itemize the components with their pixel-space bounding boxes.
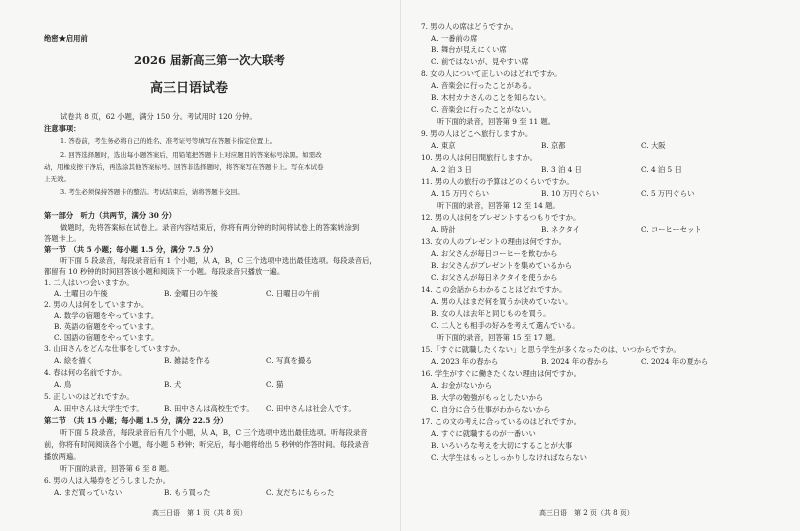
q4-option-a: A. 鳥 bbox=[54, 380, 72, 389]
note-1: 1. 答卷前，考生务必将自己的姓名、准考证号等填写在答题卡指定位置上。 bbox=[60, 137, 277, 145]
exam-info: 试卷共 8 页，62 小题，满分 150 分。考试用时 120 分钟。 bbox=[60, 112, 257, 121]
q15-option-a: A. 2023 年の春から bbox=[431, 357, 499, 366]
q8-option-a: A. 音楽会に行ったことがある。 bbox=[431, 81, 536, 90]
q15-option-c: C. 2024 年の夏から bbox=[641, 357, 709, 366]
page-footer: 高三日语 第 2 页（共 8 页） bbox=[539, 509, 634, 517]
q10-option-c: C. 4 泊 5 日 bbox=[641, 165, 682, 174]
subject-title: 高三日语试卷 bbox=[150, 81, 229, 96]
listening-instruction-9-11: 听下面的录音，回答第 9 至 11 题。 bbox=[437, 117, 556, 126]
question-3: 3. 山田さんをどんな仕事をしていますか。 bbox=[44, 344, 185, 353]
listening-instruction-12-14: 听下面的录音，回答第 12 至 14 题。 bbox=[437, 201, 560, 210]
q12-option-a: A. 時計 bbox=[431, 225, 456, 234]
exam-page-2 bbox=[400, 0, 800, 531]
question-16: 16. 学生がすぐに働きたくない理由は何ですか。 bbox=[421, 369, 581, 378]
q11-option-c: C. 5 万円ぐらい bbox=[641, 189, 695, 198]
q14-option-c: C. 二人とも相手の好みを考えて選んでいる。 bbox=[431, 321, 580, 330]
q16-option-a: A. お金がないから bbox=[431, 381, 492, 390]
listening-instruction-6-8: 听下面的录音，回答第 6 至 8 题。 bbox=[60, 464, 174, 473]
q13-option-a: A. お父さんが毎日コーヒーを飲むから bbox=[431, 249, 558, 258]
q14-option-b: B. 女の人は去年と同じものを買う。 bbox=[431, 309, 551, 318]
q11-option-a: A. 15 万円ぐらい bbox=[431, 189, 489, 198]
q12-option-c: C. コーヒーセット bbox=[641, 225, 702, 234]
notes-heading: 注意事项： bbox=[44, 124, 81, 133]
question-17: 17. この文の考えに合っているのはどれですか。 bbox=[421, 417, 581, 426]
section-1-desc-line1: 听下面 5 段录音，每段录音后有 1 个小题，从 A，B，C 三个选项中选出最佳选项。每段录音后， bbox=[60, 256, 377, 265]
q11-option-b: B. 10 万円ぐらい bbox=[541, 189, 600, 198]
question-10: 10. 男の人は何日間旅行しますか。 bbox=[421, 153, 538, 162]
section-2-desc-line1: 听下面 5 段录音，每段录音后有几个小题，从 A，B，C 三个选项中选出最佳选项。听每段录音 bbox=[60, 428, 368, 437]
question-1: 1. 二人はいつ会いますか。 bbox=[44, 278, 134, 287]
q1-option-a: A. 土曜日の午後 bbox=[54, 289, 108, 298]
q14-option-a: A. 男の人はまだ何を買うか決めていない。 bbox=[431, 297, 573, 306]
q17-option-c: C. 大学生はもっとしっかりしなければならない bbox=[431, 453, 587, 462]
q9-option-c: C. 大阪 bbox=[641, 141, 666, 150]
section-1-desc-line2: 都留有 10 秒钟的时间回答该小题和阅读下一小题。每段录音只播放一遍。 bbox=[44, 267, 285, 276]
q3-option-a: A. 絵を描く bbox=[54, 356, 94, 365]
question-11: 11. 男の人の旅行の予算はどのくらいですか。 bbox=[421, 177, 574, 186]
part-1-desc-line2: 答题卡上。 bbox=[44, 234, 81, 243]
q5-option-b: B. 田中さんは高校生です。 bbox=[164, 404, 254, 413]
q3-option-c: C. 写真を撮る bbox=[266, 356, 313, 365]
q5-option-a: A. 田中さんは大学生です。 bbox=[54, 404, 144, 413]
note-2-line3: 上无效。 bbox=[44, 175, 70, 183]
question-12: 12. 男の人は何をプレゼントするつもりですか。 bbox=[421, 213, 581, 222]
section-2-heading: 第二节 （共 15 小题；每小题 1.5 分，满分 22.5 分） bbox=[44, 416, 228, 425]
q13-option-b: B. お父さんがプレゼントを集めているから bbox=[431, 261, 573, 270]
question-9: 9. 男の人はどこへ旅行しますか。 bbox=[421, 129, 533, 138]
q3-option-b: B. 雑誌を作る bbox=[164, 356, 211, 365]
part-1-heading: 第一部分 听力（共两节，满分 30 分） bbox=[44, 211, 176, 220]
question-14: 14. この会話からわかることはどれですか。 bbox=[421, 285, 567, 294]
section-2-desc-line3: 播放两遍。 bbox=[44, 452, 81, 461]
page-footer: 高三日语 第 1 页（共 8 页） bbox=[152, 509, 247, 517]
q1-option-c: C. 日曜日の午前 bbox=[266, 289, 320, 298]
question-13: 13. 女の人のプレゼントの理由は何ですか。 bbox=[421, 237, 566, 246]
q6-option-c: C. 友だちにもらった bbox=[266, 488, 335, 497]
q16-option-c: C. 自分に合う仕事がわからないから bbox=[431, 405, 551, 414]
question-2: 2. 男の人は何をしていますか。 bbox=[44, 300, 149, 309]
q8-option-b: B. 木村カナさんのことを知らない。 bbox=[431, 93, 551, 102]
q6-option-b: B. もう買った bbox=[164, 488, 211, 497]
note-3: 3. 考生必须保持答题卡的整洁。考试结束后，请将答题卡交回。 bbox=[60, 188, 244, 196]
q13-option-c: C. お父さんが毎日ネクタイを使うから bbox=[431, 273, 558, 282]
q12-option-b: B. ネクタイ bbox=[541, 225, 580, 234]
q4-option-b: B. 犬 bbox=[164, 380, 182, 389]
q2-option-c: C. 国語の宿題をやっています。 bbox=[54, 333, 159, 342]
q5-option-c: C. 田中さんは社会人です。 bbox=[266, 404, 356, 413]
q4-option-c: C. 猫 bbox=[266, 380, 284, 389]
q7-option-c: C. 前ではないが、見やすい席 bbox=[431, 57, 529, 66]
q2-option-b: B. 英語の宿題をやっています。 bbox=[54, 322, 159, 331]
part-1-desc-line1: 做题时，先将答案标在试卷上。录音内容结束后，你将有两分钟的时间将试卷上的答案转涂到 bbox=[60, 223, 360, 232]
q10-option-b: B. 3 泊 4 日 bbox=[541, 165, 582, 174]
section-2-desc-line2: 前，你将有时间阅读各个小题，每小题 5 秒钟；听完后，每小题将给出 5 秒钟的作答时间。每段录音 bbox=[44, 440, 370, 449]
q17-option-b: B. いろいろな考えを大切にすることが大事 bbox=[431, 441, 573, 450]
question-6: 6. 男の人は入場券をどうしましたか。 bbox=[44, 476, 171, 485]
note-2-line2: 动，用橡皮擦干净后，再选涂其他答案标号。回答非选择题时，将答案写在答题卡上。写在本试卷 bbox=[44, 163, 324, 171]
question-5: 5. 正しいのはどれですか。 bbox=[44, 392, 134, 401]
q1-option-b: B. 金曜日の午後 bbox=[164, 289, 218, 298]
q2-option-a: A. 数学の宿題をやっています。 bbox=[54, 311, 159, 320]
q17-option-a: A. すぐに就職するのが一番いい bbox=[431, 429, 536, 438]
q10-option-a: A. 2 泊 3 日 bbox=[431, 165, 472, 174]
question-8: 8. 女の人について正しいのはどれですか。 bbox=[421, 69, 562, 78]
question-4: 4. 春は何の名前ですか。 bbox=[44, 368, 127, 377]
q9-option-a: A. 東京 bbox=[431, 141, 456, 150]
q7-option-a: A. 一番前の席 bbox=[431, 34, 478, 43]
question-7: 7. 男の人の席はどうですか。 bbox=[421, 22, 518, 31]
q7-option-b: B. 舞台が見えにくい席 bbox=[431, 45, 507, 54]
exam-title: 2026 届新高三第一次大联考 bbox=[134, 53, 286, 67]
confidential-label: 绝密★启用前 bbox=[44, 34, 88, 43]
q8-option-c: C. 音楽会に行ったことがない。 bbox=[431, 105, 536, 114]
listening-instruction-15-17: 听下面的录音，回答第 15 至 17 题。 bbox=[437, 333, 560, 342]
q15-option-b: B. 2024 年の春から bbox=[541, 357, 609, 366]
q16-option-b: B. 大学の勉強がもっとしたいから bbox=[431, 393, 544, 402]
q6-option-a: A. まだ買っていない bbox=[54, 488, 123, 497]
q9-option-b: B. 京都 bbox=[541, 141, 566, 150]
question-15: 15.「すぐに就職したくない」と思う学生が多くなったのは、いつからですか。 bbox=[421, 345, 681, 354]
note-2-line1: 2. 回答选择题时，选出每小题答案后，用铅笔把答题卡上对应题目的答案标号涂黑。如需改 bbox=[60, 151, 322, 159]
section-1-heading: 第一节 （共 5 小题；每小题 1.5 分，满分 7.5 分） bbox=[44, 245, 218, 254]
